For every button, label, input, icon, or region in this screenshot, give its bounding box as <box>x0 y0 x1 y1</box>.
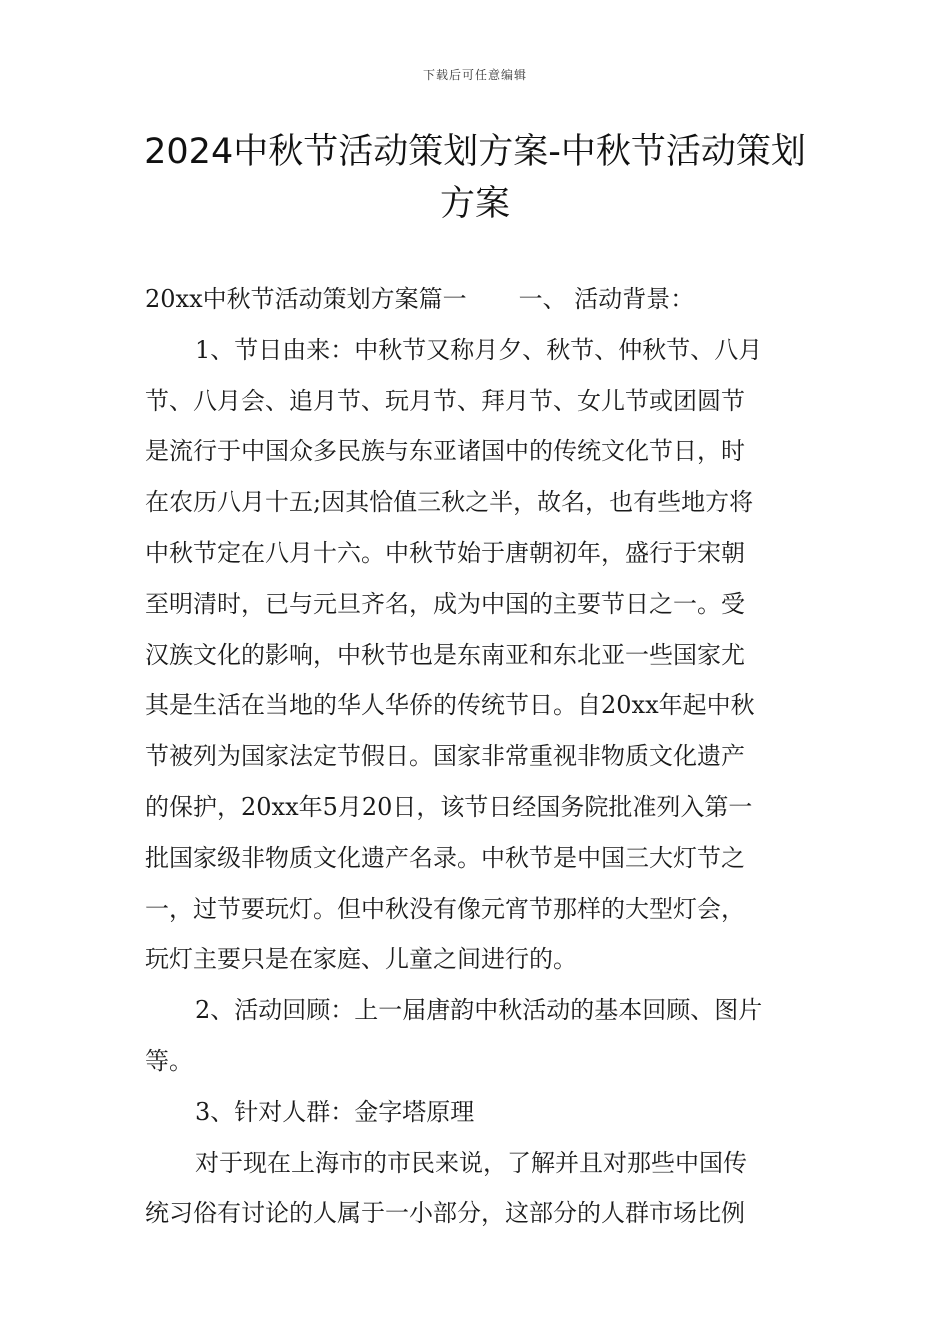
text-line: 其是生活在当地的华人华侨的传统节日。自20xx年起中秋 <box>145 691 755 720</box>
text-line: 对于现在上海市的市民来说，了解并且对那些中国传 <box>195 1148 747 1177</box>
document-title <box>120 126 830 230</box>
text-line: 的保护，20xx年5月20日，该节日经国务院批准列入第一 <box>145 792 753 821</box>
document-body <box>145 281 807 1246</box>
text-line: 节被列为国家法定节假日。国家非常重视非物质文化遗产 <box>145 742 745 771</box>
text-line: 至明清时，已与元旦齐名，成为中国的主要节日之一。受 <box>145 589 745 618</box>
text-line: 节、八月会、追月节、玩月节、拜月节、女儿节或团圆节 <box>145 386 745 415</box>
text-line: 等。 <box>145 1046 193 1075</box>
text-line: 批国家级非物质文化遗产名录。中秋节是中国三大灯节之 <box>145 843 745 872</box>
title-line-2: 方案 <box>439 184 510 224</box>
text-line: 中秋节定在八月十六。中秋节始于唐朝初年，盛行于宋朝 <box>145 538 745 567</box>
text-line: 3、针对人群：金字塔原理 <box>195 1097 475 1126</box>
section-heading-part: 20xx中秋节活动策划方案篇一 <box>145 285 467 313</box>
text-line: 玩灯主要只是在家庭、儿童之间进行的。 <box>145 945 577 974</box>
section-heading-part: 一、 活动背景： <box>518 285 695 313</box>
text-line <box>145 281 807 318</box>
title-line-1: 2024中秋节活动策划方案-中秋节活动策划 <box>144 132 806 172</box>
text-line: 2、活动回顾：上一届唐韵中秋活动的基本回顾、图片 <box>195 996 763 1025</box>
text-line: 在农历八月十五;因其恰值三秋之半，故名，也有些地方将 <box>145 488 754 517</box>
text-line: 一，过节要玩灯。但中秋没有像元宵节那样的大型灯会， <box>145 894 745 923</box>
text-line: 汉族文化的影响，中秋节也是东南亚和东北亚一些国家尤 <box>145 640 745 669</box>
header-note: 下载后可任意编辑 <box>422 68 527 82</box>
text-line: 统习俗有讨论的人属于一小部分，这部分的人群市场比例 <box>145 1199 745 1228</box>
text-line: 是流行于中国众多民族与东亚诸国中的传统文化节日，时 <box>145 437 745 466</box>
text-line: 1、节日由来：中秋节又称月夕、秋节、仲秋节、八月 <box>195 335 763 364</box>
